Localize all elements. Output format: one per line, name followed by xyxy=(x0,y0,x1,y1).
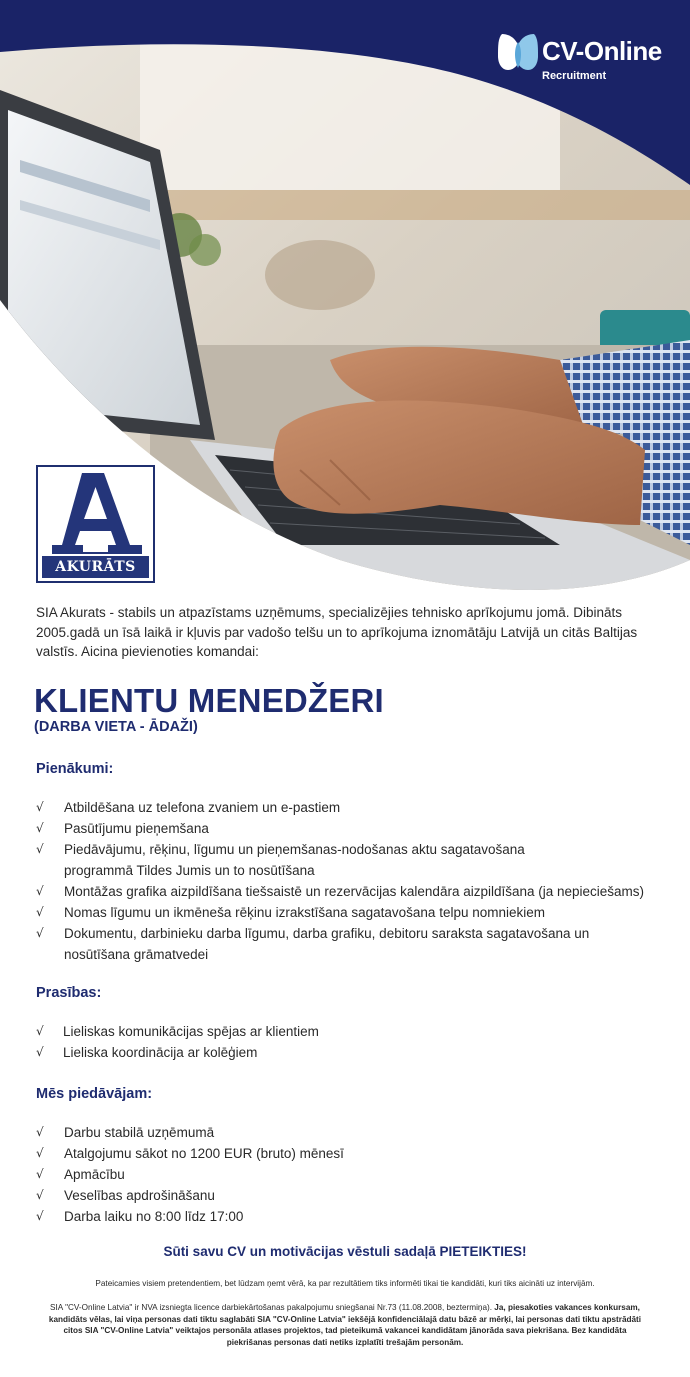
company-name: SIA Akurats xyxy=(36,605,106,620)
check-icon: √ xyxy=(36,905,44,919)
list-item: √ Darba laiku no 8:00 līdz 17:00 xyxy=(36,1206,676,1227)
duties-list xyxy=(36,797,676,965)
check-icon: √ xyxy=(36,1024,44,1038)
requirements-heading: Prasības: xyxy=(36,985,102,1001)
job-title: KLIENTU MENEDŽERI xyxy=(34,682,384,719)
check-icon: √ xyxy=(36,884,44,898)
check-icon: √ xyxy=(36,926,44,940)
cv-online-logo-icon xyxy=(498,30,538,74)
check-icon: √ xyxy=(36,842,44,856)
privacy-note xyxy=(40,1302,650,1348)
check-icon: √ xyxy=(36,1125,44,1139)
list-item: √ Darbu stabilā uzņēmumā xyxy=(36,1122,676,1143)
thanks-note: Pateicamies visiem pretendentiem, bet lūdzam ņemt vērā, ka par rezultātiem tiks informēti tikai tie kandidāti, kuri tiks aicināti uz intervijām. xyxy=(95,1279,595,1288)
offer-heading: Mēs piedāvājam: xyxy=(36,1086,153,1102)
list-item: √ Dokumentu, darbinieku darba līgumu, darba grafiku, debitoru saraksta sagatavošana un nosūtīšana grāmatvedei xyxy=(36,923,676,965)
list-item: √ Veselības apdrošināšanu xyxy=(36,1185,676,1206)
requirements-list xyxy=(36,1021,676,1063)
check-icon: √ xyxy=(36,1209,44,1223)
list-item: √ Pasūtījumu pieņemšana xyxy=(36,818,676,839)
cv-online-brand xyxy=(498,30,678,90)
brand-name: CV-Online xyxy=(542,36,662,66)
check-icon: √ xyxy=(36,1188,44,1202)
duties-heading: Pienākumi: xyxy=(36,761,114,777)
list-item: √ Montāžas grafika aizpildīšana tiešsaistē un rezervācijas kalendāra aizpildīšana (ja nepieciešams) xyxy=(36,881,676,902)
check-icon: √ xyxy=(36,1045,44,1059)
check-icon: √ xyxy=(36,821,44,835)
akurats-wordmark: AKURĀTS xyxy=(42,556,149,578)
company-description: - stabils un atpazīstams uzņēmums, specializējies tehnisko aprīkojumu jomā. Dibināts 2005.gadā un īsā laikā ir kļuvis par vadošo telšu un to aprīkojuma iznomātāju Latvijā un citās Baltijas valstīs. Aicina pievienoties komandai: xyxy=(36,605,638,659)
list-item: √ Atbildēšana uz telefona zvaniem un e-pastiem xyxy=(36,797,676,818)
job-location: (DARBA VIETA - ĀDAŽI) xyxy=(34,719,198,735)
list-item: √ Lieliska koordinācija ar kolēģiem xyxy=(36,1042,676,1063)
privacy-text: Ja, piesakoties vakances konkursam, kandidāts vēlas, lai viņa personas dati tiktu saglabāti SIA "CV-Online Latvia" iekšējā konfidenciālajā datu bāzē ar mērķi, lai personas dati tiktu apstrādāti citos SIA "CV-Online Latvia" veiktajos personāla atlases projektos, tad pieteikumā vakancei kandidātam jānorāda sava piekrišana. Bez kandidāta piekrišanas personas dati netiks izplatīti trešajām personām. xyxy=(48,1303,642,1347)
apply-call-to-action: Sūti savu CV un motivācijas vēstuli sadaļā PIETEIKTIES! xyxy=(163,1244,527,1259)
check-icon: √ xyxy=(36,1146,44,1160)
license-text: SIA "CV-Online Latvia" ir NVA izsniegta licence darbiekārtošanas pakalpojumu sniegšanai Nr.73 (11.08.2008, beztermiņa). xyxy=(50,1303,493,1312)
list-item: √ Apmācību xyxy=(36,1164,676,1185)
offer-list xyxy=(36,1122,676,1227)
company-intro xyxy=(36,603,664,662)
brand-subtitle: Recruitment xyxy=(542,70,607,82)
list-item: √ Lieliskas komunikācijas spējas ar klientiem xyxy=(36,1021,676,1042)
list-item: √ Nomas līgumu un ikmēneša rēķinu izrakstīšana sagatavošana telpu nomniekiem xyxy=(36,902,676,923)
akurats-logo xyxy=(36,465,155,583)
list-item: √ Piedāvājumu, rēķinu, līgumu un pieņemšanas-nodošanas aktu sagatavošana programmā Tildes Jumis un to nosūtīšana xyxy=(36,839,676,881)
check-icon: √ xyxy=(36,1167,44,1181)
check-icon: √ xyxy=(36,800,44,814)
list-item: √ Atalgojumu sākot no 1200 EUR (bruto) mēnesī xyxy=(36,1143,676,1164)
